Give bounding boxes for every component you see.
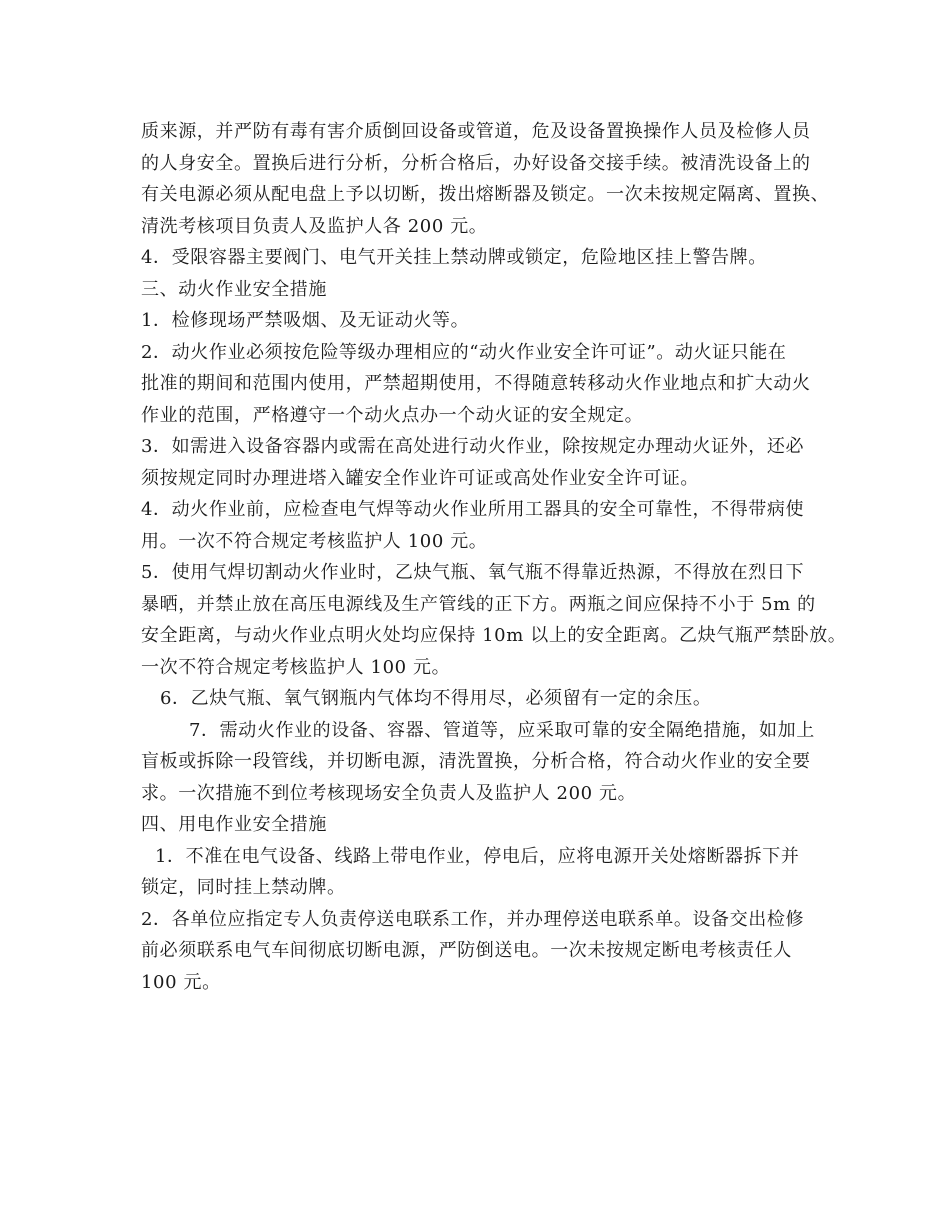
list-item: 1．不准在电气设备、线路上带电作业，停电后，应将电源开关处熔断器拆下并 [155,845,800,867]
text-line: 盲板或拆除一段管线，并切断电源，清洗置换，分析合格，符合动火作业的安全要 [141,751,811,772]
text-line: 安全距离，与动火作业点明火处均应保持 10m 以上的安全距离。乙炔气瓶严禁卧放。 [141,625,847,646]
text-line: 批准的期间和范围内使用，严禁超期使用，不得随意转移动火作业地点和扩大动火 [141,373,811,394]
text-line: 暴晒，并禁止放在高压电源线及生产管线的正下方。两瓶之间应保持不小于 5m 的 [141,593,816,615]
document-body [141,116,847,998]
text-line: 求。一次措施不到位考核现场安全负责人及监护人 200 元。 [141,782,637,804]
text-line: 用。一次不符合规定考核监护人 100 元。 [141,530,488,552]
list-item: 6．乙炔气瓶、氧气钢瓶内气体均不得用尽，必须留有一定的余压。 [160,688,712,709]
list-item: 5．使用气焊切割动火作业时，乙炔气瓶、氧气瓶不得靠近热源，不得放在烈日下 [141,562,805,583]
text-line: 100 元。 [141,971,221,993]
text-line: 的人身安全。置换后进行分析，分析合格后，办好设备交接手续。被清洗设备上的 [141,152,811,174]
list-item: 4．动火作业前，应检查电气焊等动火作业所用工器具的安全可靠性，不得带病使 [141,499,805,520]
list-item: 4．受限容器主要阀门、电气开关挂上禁动牌或锁定，危险地区挂上警告牌。 [141,247,767,268]
text-line: 有关电源必须从配电盘上予以切断，拨出熔断器及锁定。一次未按规定隔离、置换、 [141,184,830,205]
list-item: 2．各单位应指定专人负责停送电联系工作，并办理停送电联系单。设备交出检修 [141,908,805,930]
text-line: 作业的范围，严格遵守一个动火点办一个动火证的安全规定。 [141,404,644,426]
text-line: 前必须联系电气车间彻底切断电源，严防倒送电。一次未按规定断电考核责任人 [141,940,792,961]
text-line: 须按规定同时办理进塔入罐安全作业许可证或高处作业安全许可证。 [141,467,699,489]
list-item: 2．动火作业必须按危险等级办理相应的“动火作业安全许可证”。动火证只能在 [141,341,787,363]
section-heading: 四、用电作业安全措施 [141,814,327,835]
text-line: 质来源，并严防有毒有害介质倒回设备或管道，危及设备置换操作人员及检修人员 [141,121,811,142]
list-item: 3．如需进入设备容器内或需在高处进行动火作业，除按规定办理动火证外，还必 [141,436,805,457]
text-line: 锁定，同时挂上禁动牌。 [141,877,346,898]
list-item: 1．检修现场严禁吸烟、及无证动火等。 [141,310,470,331]
text-line: 一次不符合规定考核监护人 100 元。 [141,656,451,678]
section-heading: 三、动火作业安全措施 [141,278,327,300]
list-item: 7．需动火作业的设备、容器、管道等，应采取可靠的安全隔绝措施，如加上 [189,719,815,741]
text-line: 清洗考核项目负责人及监护人各 200 元。 [141,215,488,237]
